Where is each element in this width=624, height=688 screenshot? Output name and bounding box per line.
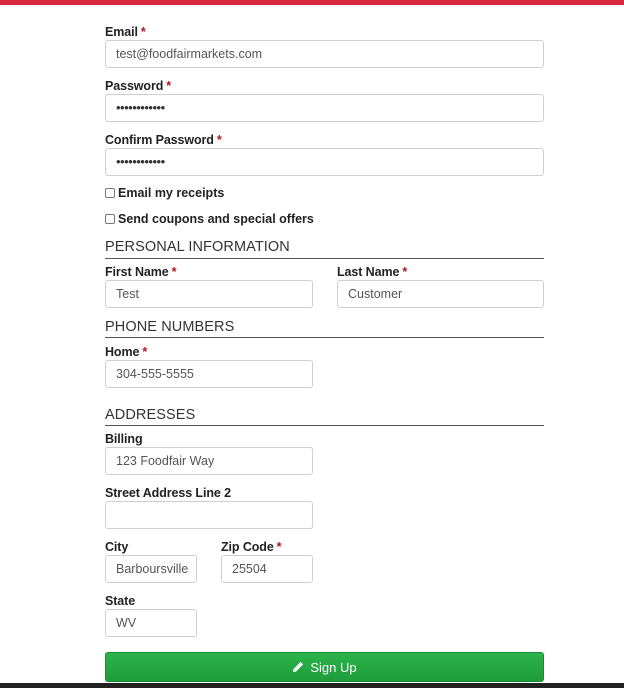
- personal-info-divider: [105, 258, 544, 259]
- send-coupons-label: Send coupons and special offers: [118, 212, 314, 226]
- home-phone-label: Home *: [105, 345, 148, 359]
- street-line2-label: Street Address Line 2: [105, 486, 231, 500]
- pencil-icon: [292, 661, 304, 673]
- zip-code-label: Zip Code *: [221, 540, 282, 554]
- email-receipts-option[interactable]: [105, 186, 224, 200]
- send-coupons-option[interactable]: [105, 212, 314, 226]
- last-name-label: Last Name *: [337, 265, 408, 279]
- home-phone-input[interactable]: 304-555-5555: [105, 360, 313, 388]
- state-label: State: [105, 594, 136, 608]
- email-receipts-label: Email my receipts: [118, 186, 225, 200]
- state-input[interactable]: WV: [105, 609, 197, 637]
- top-accent-bar: [0, 0, 624, 5]
- street-line2-input[interactable]: [105, 501, 313, 529]
- password-label: Password *: [105, 79, 172, 93]
- billing-label: Billing: [105, 432, 143, 446]
- password-input[interactable]: ••••••••••••: [105, 94, 544, 122]
- first-name-label: First Name *: [105, 265, 177, 279]
- phone-numbers-heading: PHONE NUMBERS: [105, 319, 235, 335]
- sign-up-button[interactable]: [105, 652, 544, 682]
- email-input[interactable]: test@foodfairmarkets.com: [105, 40, 544, 68]
- confirm-password-input[interactable]: ••••••••••••: [105, 148, 544, 176]
- confirm-password-label: Confirm Password *: [105, 133, 222, 147]
- send-coupons-checkbox[interactable]: [105, 214, 115, 224]
- bottom-bar: [0, 683, 624, 688]
- city-label: City: [105, 540, 129, 554]
- city-input[interactable]: Barboursville: [105, 555, 197, 583]
- sign-up-label: Sign Up: [310, 659, 357, 675]
- last-name-input[interactable]: Customer: [337, 280, 544, 308]
- email-receipts-checkbox[interactable]: [105, 188, 115, 198]
- email-label: Email *: [105, 25, 146, 39]
- addresses-heading: ADDRESSES: [105, 407, 196, 423]
- addresses-divider: [105, 425, 544, 426]
- phone-numbers-divider: [105, 337, 544, 338]
- personal-info-heading: PERSONAL INFORMATION: [105, 239, 290, 255]
- zip-code-input[interactable]: 25504: [221, 555, 313, 583]
- first-name-input[interactable]: Test: [105, 280, 313, 308]
- billing-address-input[interactable]: 123 Foodfair Way: [105, 447, 313, 475]
